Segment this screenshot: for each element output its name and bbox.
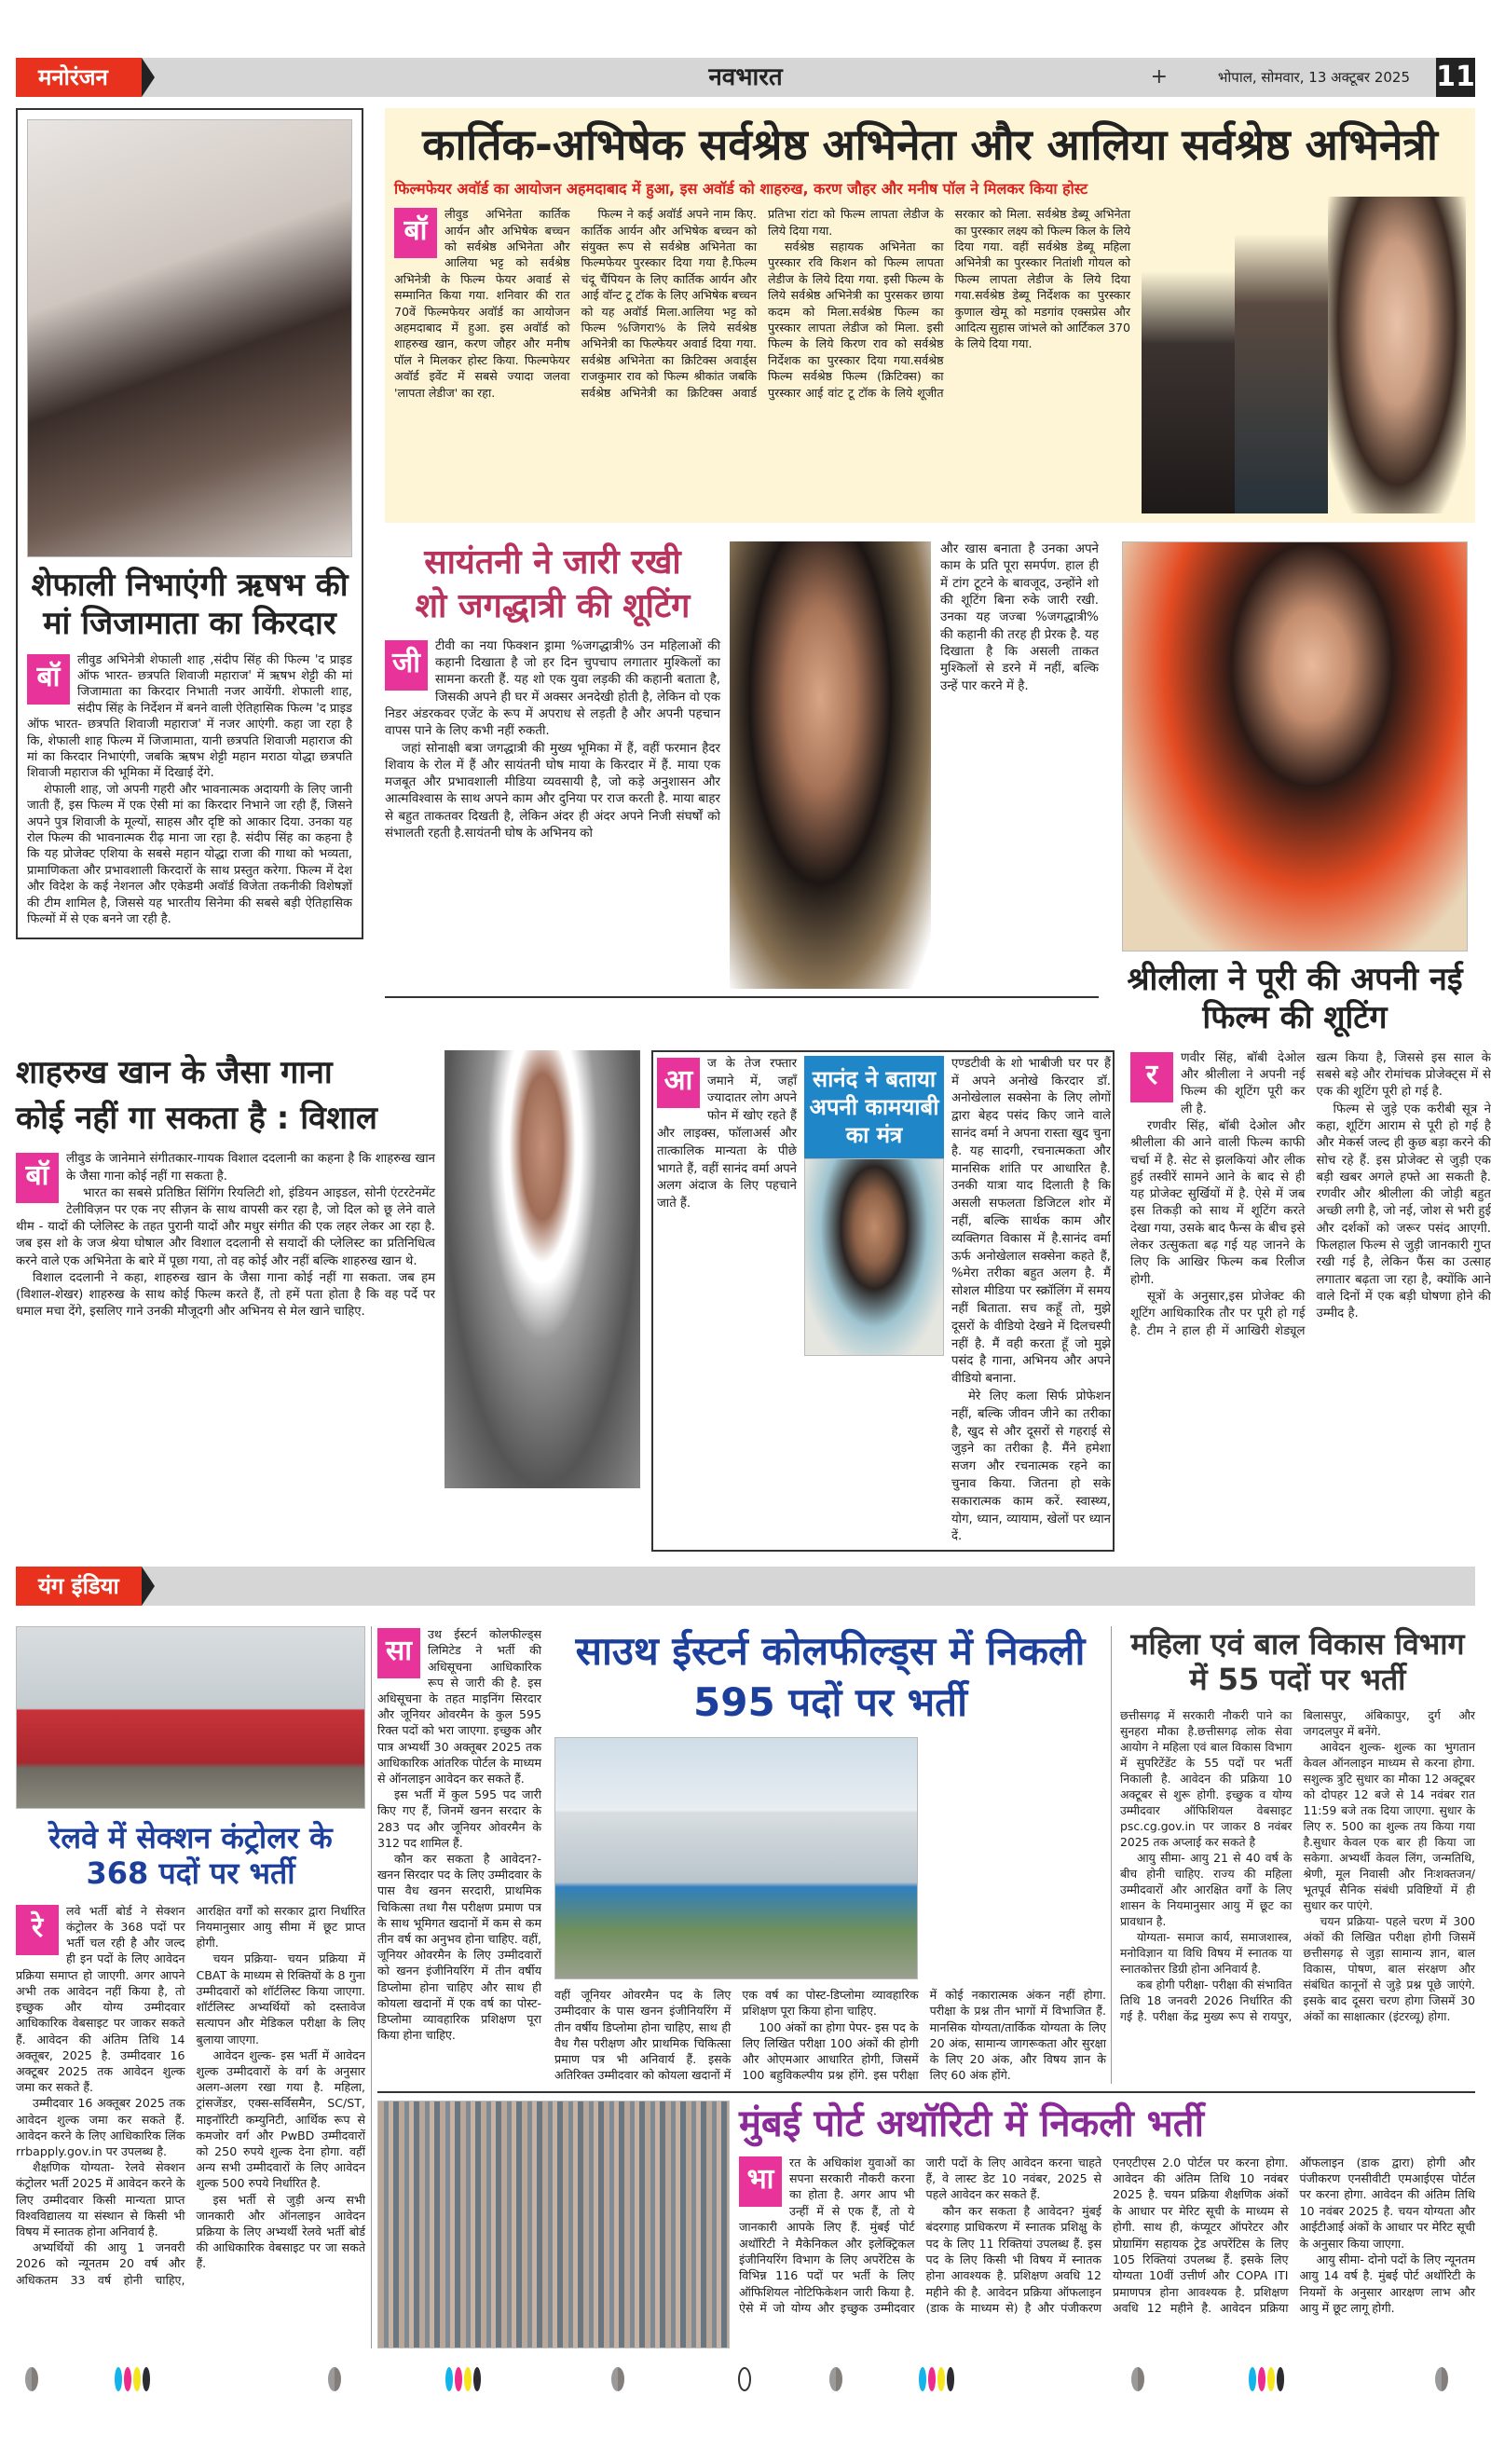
article-body — [377, 1626, 541, 2043]
registration-mark-icon — [829, 2367, 842, 2391]
registration-mark-icon — [937, 2367, 945, 2391]
registration-mark-icon — [947, 2367, 954, 2391]
newspaper-name: नवभारत — [708, 63, 783, 91]
paragraph: लीवुड के जानेमाने संगीतकार-गायक विशाल ददलानी का कहना है कि शाहरुख खान के जैसा गाना कोई नहीं गा सकता है. — [66, 1152, 435, 1184]
paragraph: आवेदन शुल्क- इस भर्ती में आवेदन शुल्क उम्मीदवारों के वर्ग के अनुसार अलग-अलग रखा गया है. महिला, ट्रांसजेंडर, एक्स-सर्विसमैन, SC/ST, माइनॉरिटी कम्युनिटी, आर्थिक रूप से कमजोर वर्ग और PwBD उम्मीदवारों को 250 रुपये शुल्क देना होगा. वहीं अन्य सभी उम्मीदवारों के लिए आवेदन शुल्क 500 रुपये निर्धारित है. — [196, 2047, 365, 2191]
paragraph: इस भर्ती से जुड़ी अन्य सभी जानकारी और ऑनलाइन आवेदन प्रक्रिया के लिए अभ्यर्थी रेलवे भर्ती बोर्ड की आधिकारिक वेबसाइट पर जा सकते हैं. — [196, 2192, 365, 2271]
headline-line: शाहरुख खान के जैसा गाना — [16, 1053, 333, 1091]
paragraph: इस भर्ती में कुल 595 पद जारी किए गए हैं, जिनमें खनन सरदार के 283 पद और जूनियर ओवरमैन के 312 पद शामिल हैं. — [377, 1787, 541, 1850]
article-body-right — [951, 1056, 1111, 1546]
article-text — [554, 1987, 1106, 2083]
article-body — [27, 652, 352, 928]
registration-mark-icon — [611, 2367, 624, 2391]
registration-crosshair-icon — [738, 2367, 751, 2391]
sanand-headline: सानंद ने बताया अपनी कामयाबी का मंत्र — [804, 1056, 944, 1158]
registration-mark-icon — [1435, 2367, 1448, 2391]
dropcap: बॉ — [394, 208, 437, 258]
paragraph: कौन कर सकता है आवेदन?- खनन सिरदार पद के लिए उम्मीदवार के पास वैध खनन सरदारी, प्राथमिक चिकित्सा तथा गैस परीक्षण प्रमाण पत्र के साथ भूमिगत खदानों में कम से कम तीन वर्ष का अनुभव होना चाहिए. वहीं, जूनियर ओवरमैन के लिए उम्मीदवारों को खनन इंजीनियरिंग में तीन वर्षीय डिप्लोमा होना चाहिए और साथ ही कोयला खदानों में एक वर्ष का पोस्ट-डिप्लोमा व्यावहारिक प्रशिक्षण पूरा किया होना चाहिए. — [377, 1851, 541, 2043]
article-mahila — [1116, 1626, 1475, 2024]
headline: महिला एवं बाल विकास विभाग में 55 पदों पर भर्ती — [1130, 1626, 1465, 1698]
kartik-photo — [1235, 234, 1328, 513]
paragraph: मेरे लिए कला सिर्फ प्रोफेशन नहीं, बल्कि जीवन जीने का तरीका है, खुद से और दूसरों से गहराई से जुड़ने का तरीका है. मैंने हमेशा सजग और रचनात्मक रहने का चुनाव किया. जितना हो सके सकारात्मक काम करें. स्वास्थ्य, योग, ध्यान, व्यायाम, खेलों पर ध्यान दें. — [951, 1389, 1111, 1544]
paragraph: विशाल ददलानी ने कहा, शाहरुख खान के जैसा गाना कोई नहीं गा सकता. जब हम (विशाल-शेखर) शाहरुख के साथ कोई फिल्म करते हैं, तो हमें पता होता है कि वह पर्दे पर धमाल मचा देंगे, इसलिए गाने उनकी मौजूदगी और अभिनय से मेल खाने चाहिए. — [16, 1270, 435, 1320]
page-number: 11 — [1436, 58, 1475, 97]
paragraph: शैक्षणिक योग्यता- रेलवे सेक्शन कंट्रोलर भर्ती 2025 में आवेदन करने के लिए उम्मीदवार किसी मान्यता प्राप्त विश्वविद्यालय या संस्थान से किसी भी विषय में स्नातक होना अनिवार्य है. — [16, 2160, 185, 2238]
article-sanand — [651, 1050, 1115, 1552]
article-secl — [377, 1626, 1106, 2083]
section-tag: यंग इंडिया — [16, 1567, 142, 1606]
divider — [377, 2091, 1475, 2093]
sanand-photo — [804, 1158, 944, 1356]
article-shefali — [16, 108, 363, 939]
paragraph: भारत का सबसे प्रतिष्ठित सिंगिंग रियलिटी शो, इंडियन आइडल, सोनी एंटरटेनमेंट टेलीविज़न पर एक नए सीज़न के साथ वापसी कर रहा है, जो दिल को छू लेने वाले थीम - यादों की प्लेलिस्ट के तहत पुरानी यादों और मधुर संगीत की एक लहर लेकर आ रहा है. जब इस शो के जज श्रेया घोषाल और विशाल ददलानी से सयादों की प्लेलिस्ट का प्रतिनिधित्व करने वाले एक अभिनेता के बारे में पूछा गया, तो वह कोई और नहीं बल्कि शाहरुख खान थे. — [16, 1185, 435, 1268]
article-text — [951, 1056, 1111, 1546]
article-vishal — [16, 1050, 640, 1488]
subhead: फिल्मफेयर अवॉर्ड का आयोजन अहमदाबाद में हुआ, इस अवॉर्ड को शाहरुख, करण जौहर और मनीष पॉल ने मिलकर किया होस्ट — [394, 180, 1088, 198]
registration-mark-icon — [328, 2367, 341, 2391]
paragraph: लवे भर्ती बोर्ड ने सेक्शन कंट्रोलर के 368 पदों पर भर्ती चल रही है और जल्द ही इन पदों के लिए आवेदन प्रक्रिया समाप्त हो जाएगी. अगर आपने अभी तक आवेदन नहीं किया है, तो इच्छुक और योग्य उम्मीदवार आधिकारिक वेबसाइट पर जाकर सकते हैं. आवेदन की अंतिम तिथि 14 अक्तूबर, 2025 है. उम्मीदवार 16 अक्टूबर 2025 तक आवेदन शुल्क जमा कर सकते हैं. — [16, 1903, 185, 2095]
section-tag: मनोरंजन — [16, 58, 142, 97]
dropcap: बॉ — [27, 654, 70, 705]
paragraph: ज के तेज रफ्तार जमाने में, जहाँ ज्यादातर लोग अपने फोन में खोए रहते हैं और लाइक्स, फॉलाअर्स और तात्कालिक मान्यता के पीछे भागते हैं, वहीं सानंद वर्मा अपने अलग अंदाज के लिए पहचाने जाते हैं. — [657, 1056, 797, 1211]
dropcap: रे — [16, 1905, 59, 1955]
headline: शेफाली निभाएंगी ऋषभ की मां जिजामाता का किरदार — [31, 567, 349, 642]
paragraph: वहीं जूनियर ओवरमैन पद के लिए उम्मीदवार के पास खनन इंजीनियरिंग में तीन वर्षीय डिप्लोमा होना चाहिए, साथ ही वैध गैस परीक्षण और प्राथमिक चिकित्सा प्रमाण पत्र भी अनिवार्य हैं. इसके अतिरिक्त उम्मीदवार को कोयला खदानों में एक वर्ष का पोस्ट-डिप्लोमा व्यावहारिक प्रशिक्षण पूरा किया होना चाहिए. — [554, 1988, 919, 2083]
paragraph: चयन प्रक्रिया- चयन प्रक्रिया में CBAT के माध्यम से रिक्तियों के 8 गुना उम्मीदवारों को शॉर्टलिस्ट किया जाएगा. शॉर्टलिस्ट अभ्यर्थियों को दस्तावेज सत्यापन और मेडिकल परीक्षा के लिए बुलाया जाएगा. — [196, 1951, 365, 2046]
registration-mark-icon — [1267, 2367, 1275, 2391]
paragraph: कब होगी परीक्षा- परीक्षा की संभावित तिथि 18 जनवरी 2026 निर्धारित की गई है. परीक्षा केंद्र मुख्य रूप से रायपुर, बिलासपुर, अंबिकापुर, दुर्ग और जगदलपुर में बनेंगे. — [1120, 1707, 1475, 2023]
headline: रेलवे में सेक्शन कंट्रोलर के 368 पदों पर भर्ती — [48, 1820, 333, 1892]
headline-line: सायंतनी ने जारी रखी — [424, 543, 681, 582]
registration-mark-icon — [115, 2367, 122, 2391]
article-text — [385, 638, 720, 843]
article-body — [16, 1903, 365, 2288]
section-band-young-india — [16, 1567, 1475, 1606]
article-text — [27, 652, 352, 928]
column-divider — [1111, 1626, 1112, 2083]
column-divider — [371, 1626, 372, 2348]
dropcap: सा — [377, 1628, 420, 1678]
article-text — [16, 1151, 435, 1321]
headline: मुंबई पोर्ट अथॉरिटी में निकली भर्ती — [739, 2101, 1204, 2145]
dropcap: आ — [657, 1058, 700, 1108]
paragraph: लीवुड अभिनेता कार्तिक आर्यन और अभिषेक बच्चन को सर्वश्रेष्ठ अभिनेता और आलिया भट्ट को सर्वश्रेष्ठ अभिनेत्री के फिल्म फेयर अवार्ड से सम्मानित किया गया. शनिवार की रात 70वें फिल्मफेयर अवॉर्ड का आयोजन अहमदाबाद में हुआ. इस अवॉर्ड को शाहरुख खान, करण जौहर और मनीष पॉल ने मिलकर होस्ट किया. फिल्मफेयर अवॉर्ड इवेंट में सबसे ज्यादा जलवा 'लापता लेडीज' का रहा. — [394, 207, 570, 400]
headline-line: शो जगद्धात्री की शूटिंग — [415, 586, 691, 625]
headline: श्रीलीला ने पूरी की अपनी नई फिल्म की शूटिंग — [1127, 961, 1463, 1036]
paragraph: चयन प्रक्रिया- पहले चरण में 300 अंकों की लिखित परीक्षा होगी जिसमें छत्तीसगढ़ से जुड़ा सामान्य ज्ञान, बाल विकास, पोषण, बाल संरक्षण और संबंधित कानूनों से जुड़े प्रश्न पूछे जाएंगे. इसके बाद दूसरा चरण होगा जिसमें 30 अंकों का साक्षात्कार (इंटरव्यू) होगा. — [1303, 1913, 1475, 2023]
article-text — [377, 1626, 541, 2043]
article-railway — [16, 1626, 365, 2288]
article-body — [385, 638, 720, 843]
registration-mark-icon — [133, 2367, 141, 2391]
paragraph: उम्मीदवार 16 अक्तूबर 2025 तक आवेदन शुल्क जमा कर सकते हैं. आवेदन करने के लिए आधिकारिक लिंक rrbapply.gov.in पर उपलब्ध है. — [16, 2096, 185, 2158]
article-text — [940, 541, 1099, 695]
article-body-lower — [554, 1987, 1106, 2083]
article-sayantani — [385, 541, 1099, 998]
paragraph: कौन कर सकता है आवेदन? मुंबई बंदरगाह प्राधिकरण में स्नातक प्रशिक्षु के पद के लिए 11 रिक्तियां उपलब्ध हैं. इस पद के लिए किसी भी विषय में स्नातक होना आवश्यक है. प्रशिक्षण अवधि 12 महीने की है. आवेदन प्रक्रिया ऑफलाइन (डाक के माध्यम से) है और पंजीकरण एनएटीएस 2.0 पोर्टल पर करना होगा. आवेदन की अंतिम तिथि 10 नवंबर 2025 है. चयन प्रक्रिया शैक्षणिक अंकों के आधार पर मेरिट सूची के माध्यम से होगी. साथ ही, कंप्यूटर ऑपरेटर और प्रोग्रामिंग सहायक ट्रेड अपरेंटिस के लिए 105 रिक्तियां उपलब्ध हैं. इसके लिए योग्यता 10वीं उत्तीर्ण और COPA ITI प्रमाणपत्र होना आवश्यक है. प्रशिक्षण अवधि 12 महीने है. आवेदन प्रक्रिया ऑफलाइन (डाक द्वारा) होगी और पंजीकरण एनसीवीटी एमआईएस पोर्टल पर करना होगा. आवेदन की अंतिम तिथि 10 नवंबर 2025 है. चयन योग्यता और आईटीआई अंकों के आधार पर मेरिट सूची के अनुसार किया जाएगा. — [925, 2155, 1475, 2316]
headline — [385, 541, 720, 629]
paragraph: आवेदन शुल्क- शुल्क का भुगतान केवल ऑनलाइन माध्यम से करना होगा. सशुल्क त्रुटि सुधार का मौका 12 अक्टूबर को दोपहर 12 बजे से 14 नवंबर रात 11:59 बजे तक दिया जाएगा. सुधार के लिए रु. 500 का शुल्क तय किया गया है.सुधार केवल एक बार ही किया जा सकेगा. अभ्यर्थी केवल लिंग, जन्मतिथि, श्रेणी, मूल निवासी और निःशक्तजन/भूतपूर्व सैनिक संबंधी प्रविष्टियों में ही सुधार कर पाएंगे. — [1303, 1739, 1475, 1912]
paragraph: आयु सीमा- आयु 21 से 40 वर्ष के बीच होनी चाहिए. राज्य की महिला उम्मीदवारों और आरक्षित वर्गों के लिए शासन के नियमानुसार आयु में छूट का प्रावधान है. — [1120, 1850, 1293, 1928]
dropcap: र — [1130, 1052, 1173, 1102]
registration-mark-icon — [124, 2367, 131, 2391]
paragraph: सर्वश्रेष्ठ सहायक अभिनेता का पुरस्कार रवि किशन को फिल्म लापता लेडीज के लिये दिया गया. इसी फिल्म के लिये सर्वश्रेष्ठ अभिनेत्री का पुरसकर छाया कदम को मिला.सर्वश्रेष्ठ फिल्म का पुरस्कार लापता लेडीज को मिला. इसी फिल्म के लिये किरण राव को सर्वश्रेष्ठ निर्देशक का पुरस्कार दिया गया.सर्वश्रेष्ठ फिल्म सर्वश्रेष्ठ फिल्म (क्रिटिक्स) का पुरस्कार आई वांट टू टॉक के लिये शूजीत सरकार को मिला. सर्वश्रेष्ठ डेब्यू अभिनेता का पुरस्कार लक्ष्य को फिल्म किल के लिये दिया गया. वहीं सर्वश्रेष्ठ डेब्यू महिला अभिनेत्री का पुरस्कार नितांशी गोयल को फिल्म लापता लेडीज के लिये दिया गया.सर्वश्रेष्ठ डेब्यू निर्देशक का पुरस्कार कुणाल खेमू को मडगांव एक्सप्रेस और आदित्य सुहास जांभले को आर्टिकल 370 के लिये दिया गया. — [768, 207, 1130, 400]
article-mumbai — [377, 2101, 1475, 2348]
paragraph: आयु सीमा- दोनो पदों के लिए न्यूनतम आयु 14 वर्ष है. मुंबई पोर्ट अथॉरिटी के नियमों के अनुसार आरक्षण लाभ और आयु में छूट लागू होगी. — [1299, 2252, 1475, 2316]
paragraph: फिल्म ने कई अवॉर्ड अपने नाम किए. कार्तिक आर्यन और अभिषेक बच्चन को संयुक्त रूप से सर्वश्रेष्ठ अभिनेता का फिल्मफेयर पुरस्कार दिया गया है.फिल्म चंदू चैंपियन के लिए कार्तिक आर्यन और आई वॉन्ट टू टॉक के लिए अभिषेक बच्चन को यह अवॉर्ड मिला.आलिया भट्ट को फिल्म %जिगरा% के लिये सर्वश्रेष्ठ अभिनेत्री का फिल्फेयर अवार्ड दिया गया. सर्वश्रेष्ठ अभिनेता का क्रिटिक्स अवार्ड्स राजकुमार राव को फिल्म श्रीकांत जबकि सर्वश्रेष्ठ अभिनेत्री का क्रिटिक्स अवार्ड प्रतिभा रांटा को फिल्म लापता लेडीज के लिये दिया गया. — [581, 207, 944, 400]
dropcap: बॉ — [16, 1153, 59, 1203]
registration-mark-icon — [928, 2367, 936, 2391]
paragraph: अभ्यर्थियों की आयु 1 जनवरी 2026 को न्यूनतम 20 वर्ष और अधिकतम 33 वर्ष होनी चाहिए, आरक्षित वर्गों को सरकार द्वारा निर्धारित नियमानुसार आयु सीमा में छूट प्राप्त होगी. — [16, 1903, 365, 2287]
registration-mark-icon — [473, 2367, 481, 2391]
sreeleela-photo — [1122, 541, 1468, 951]
registration-mark-icon — [1277, 2367, 1284, 2391]
paragraph: उथ ईस्टर्न कोलफील्ड्स लिमिटेड ने भर्ती की अधिसूचना आधिकारिक रूप से जारी की है. इस अधिसूचना के तहत माइनिंग सिरदार और जूनियर ओवरमैन के कुल 595 रिक्त पदों को भरा जाएगा. इच्छुक और पात्र अभ्यर्थी 30 अक्तूबर 2025 तक आधिकारिक आंतरिक पोर्टल के माध्यम से ऑनलाइन आवेदन कर सकते हैं. — [377, 1627, 541, 1786]
paragraph: छत्तीसगढ़ में सरकारी नौकरी पाने का सुनहरा मौका है.छत्तीसगढ़ लोक सेवा आयोग ने महिला एवं बाल विकास विभाग में सुपरिटेंडेंट के 55 पदों पर भर्ती निकाली है. आवेदन की प्रक्रिया 10 अक्टूबर से शुरू होगी. इच्छुक व योग्य उम्मीदवार ऑफिशियल वेबसाइट psc.cg.gov.in पर जाकर 8 नवंबर 2025 तक अप्लाई कर सकते है — [1120, 1707, 1293, 1849]
port-containers-photo — [377, 2101, 730, 2348]
article-text — [1120, 1707, 1475, 2024]
paragraph: 100 अंकों का होगा पेपर- इस पद के लिए लिखित परीक्षा 100 अंकों की होगी और ओएमआर आधारित होगी, जिसमें 100 बहुविकल्पीय प्रश्न होंगे. इस परीक्षा में कोई नकारात्मक अंकन नहीं होगा. परीक्षा के प्रश्न तीन भागों में विभाजित हैं. मानसिक योग्यता/तार्किक योग्यता के लिए 20 अंक, सामान्य जागरूकता और सुरक्षा के लिए 20 अंक, और विषय ज्ञान के लिए 60 अंक होंगे. — [742, 1988, 1106, 2083]
paragraph: फिल्म से जुड़े एक करीबी सूत्र ने कहा, शूटिंग आराम से पूरी हो गई है और मेकर्स जल्द ही कुछ बड़ा करने की सोच रहे हैं. इस प्रोजेक्ट से जुड़ी एक बड़ी खबर अगले हफ्ते आ सकती है. रणवीर और श्रीलीला की जोड़ी बहुत अच्छी लगी है, जो नई, जोश से भरी हुई और दर्शकों को जरूर पसंद आएगी. फिलहाल फिल्म से जुड़ी जानकारी गुप्त रखी गई है, लेकिन फैंस का उत्साह लगातार बढ़ता जा रहा है, क्योंकि आने वाले दिनों में एक बड़ी घोषणा होने की उम्मीद है. — [1316, 1102, 1491, 1321]
abhishek-photo — [1142, 271, 1235, 513]
paragraph: शेफाली शाह, जो अपनी गहरी और भावनात्मक अदायगी के लिए जानी जाती हैं, इस फिल्म में एक ऐसी मां का किरदार निभाने जा रही हैं, जिसने अपने पुत्र शिवाजी के मूल्यों, साहस और दृष्टि को आकार दिया. उनका यह रोल फिल्म की भावनात्मक रीढ़ माना जा रहा है. संदीप सिंह का कहना है कि यह प्रोजेक्ट एशिया के सबसे महान योद्धा राजा की गाथा को भव्यता, प्रामाणिकता और प्रभावशाली किरदारों के साथ प्रस्तुत करेगा. फिल्म में देश और विदेश के कई नेशनल और एकेडमी अवॉर्ड विजेता तकनीकी विशेषज्ञों की टीम शामिल है, जिससे यह भारतीय सिनेमा की सबसे बड़ी ऐतिहासिक फिल्मों में से एक बनने जा रही है. — [27, 782, 352, 927]
registration-mark-icon — [1249, 2367, 1256, 2391]
paragraph: णवीर सिंह, बॉबी देओल और श्रीलीला ने अपनी नई फिल्म की शूटिंग पूरी कर ली है. — [1181, 1050, 1306, 1116]
train-photo — [16, 1626, 365, 1809]
paragraph: रणवीर सिंह, बॉबी देओल और श्रीलीला की आने वाली फिल्म काफी चर्चा में है. सेट से झलकियां और लीक हुई तस्वीरें सामने आने के बाद से ही यह प्रोजेक्ट सुर्खियों में है. ऐसे में जब इस तिकड़ी को साथ में शूटिंग करते देखा गया, उसके बाद फैन्स के बीच इसे लेकर उत्सुकता बढ़ गई यह जानने के लिए कि आखिर फिल्म कब रिलीज होगी. — [1130, 1118, 1306, 1287]
paragraph: योग्यता- समाज कार्य, समाजशास्त्र, मनोविज्ञान या विधि विषय में स्नातक या स्नातकोत्तर डिग्री होना अनिवार्य है. — [1120, 1929, 1293, 1976]
paragraph: जहां सोनाक्षी बत्रा जगद्धात्री की मुख्य भूमिका में हैं, वहीं फरमान हैदर शिवाय के रोल में हैं और सायंतनी घोष माया के किरदार में हैं. माया एक मजबूत और प्रभावशाली मीडिया व्यवसायी है, जो कड़े अनुशासन और आत्मविश्वास के साथ अपने काम और दुनिया पर राज करती है. माया बाहर से बहुत ताकतवर दिखती है, लेकिन अंदर ही अंदर अपने निजी संघर्षों को संभालती रहती है.सायंतनी घोष के अभिनय को — [385, 741, 720, 842]
article-text — [16, 1903, 365, 2288]
dropcap: भा — [739, 2156, 782, 2207]
registration-mark-icon — [1258, 2367, 1265, 2391]
dateline: भोपाल, सोमवार, 13 अक्टूबर 2025 — [1217, 69, 1410, 86]
paragraph: और खास बनाता है उनका अपने काम के प्रति पूरा समर्पण. हाल ही में टांग टूटने के बावजूद, उन्होंने शो की शूटिंग बिना रुके जारी रखी. उनका यह जज्बा %जगद्धात्री% की कहानी की तरह ही प्रेरक है. यह दिखाता है कि असली ताकत मुश्किलों से डरने में नहीं, बल्कि उन्हें पार करने में है. — [940, 542, 1099, 693]
paragraph: लीवुड अभिनेत्री शेफाली शाह ,संदीप सिंह की फिल्म 'द प्राइड ऑफ भारत- छत्रपति शिवाजी महाराज' में ऋषभ शेट्टी की मां जिजामाता का किरदार निभाती नजर आयेंगी. शेफाली शाह, संदीप सिंह के निर्देशन में बनने वाली ऐतिहासिक फिल्म 'द प्राइड ऑफ भारत- छत्रपति शिवाजी महाराज' में नजर आएंगी. कहा जा रहा है कि, शेफाली शाह फिल्म में जिजामाता, यानी छत्रपति शिवाजी महाराज की मां का किरदार निभाएंगी, जबकि ऋषभ शेट्टी महान मराठा योद्धा छत्रपति शिवाजी महाराज की भूमिका में दिखाई देंगे. — [27, 652, 352, 781]
article-filmfare — [385, 108, 1475, 523]
registration-mark-icon — [25, 2367, 38, 2391]
article-body — [1120, 1707, 1475, 2024]
print-registration-marks — [16, 2361, 1475, 2399]
registration-mark-icon — [464, 2367, 472, 2391]
article-sreeleela-body — [1130, 1050, 1491, 1340]
article-text — [394, 206, 1130, 401]
registration-mark-icon — [919, 2367, 926, 2391]
article-body — [739, 2155, 1475, 2317]
article-body-left — [657, 1056, 797, 1213]
registration-mark-icon — [445, 2367, 453, 2391]
article-text — [739, 2155, 1475, 2317]
headline: कार्तिक-अभिषेक सर्वश्रेष्ठ अभिनेता और आलिया सर्वश्रेष्ठ अभिनेत्री — [422, 119, 1438, 170]
paragraph: टीवी का नया फिक्शन ड्रामा %जगद्धात्री% उन महिलाओं की कहानी दिखाता है जो हर दिन चुपचाप लगातार मुश्किलों का सामना करती हैं. यह शो एक युवा लड़की की कहानी बताता है, जिसकी अपने ही घर में अक्सर अनदेखी होती है, लेकिन वो एक निडर अंडरकवर एजेंट के रूप में अपराध से लड़ती है और अपनी पहचान वापस पाने के लिए कभी नहीं रुकती. — [385, 638, 720, 739]
dropcap: जी — [385, 640, 428, 691]
sayantani-photo — [730, 541, 931, 989]
alia-photo — [1328, 197, 1466, 513]
paragraph: एण्डटीवी के शो भाबीजी घर पर हैं में अपने अनोखे किरदार डॉ. अनोखेलाल सक्सेना के लिए लोगों द्वारा बेहद पसंद किए जाने वाले सानंद वर्मा ने अपना रास्ता खुद चुना है. यह सादगी, रचनात्मकता और मानसिक शांति पर आधारित है. उनकी यात्रा याद दिलाती है कि असली सफलता डिजिटल शोर में नहीं, बल्कि सार्थक काम और व्यक्तिगत विकास में है.सानंद वर्मा ऊर्फ अनोखेलाल सक्सेना कहते हैं, %मेरा तरीका बहुत अलग है. मैं सोशल मीडिया पर स्क्रॉलिंग में समय नहीं बिताता. सच कहूँ तो, मुझे दूसरों के वीडियो देखने में दिलचस्पी नहीं है. मैं वही करता हूँ जो मुझे पसंद है गाना, अभिनय और अपने वीडियो बनाना. — [951, 1056, 1111, 1387]
headline-line: कोई नहीं गा सकता है : विशाल — [16, 1100, 377, 1138]
headline — [16, 1050, 435, 1143]
registration-mark-icon — [455, 2367, 462, 2391]
registration-mark-icon — [1131, 2367, 1144, 2391]
secl-building-photo — [554, 1737, 918, 1979]
headline: साउथ ईस्टर्न कोलफील्ड्स में निकली 595 पदों पर भर्ती — [575, 1628, 1086, 1725]
article-text — [1130, 1050, 1491, 1340]
paragraph: रत के अधिकांश युवाओं का सपना सरकारी नौकरी करना का होता है. अगर आप भी उन्हीं में से एक हैं, तो ये जानकारी आपके लिए हैं. मुंबई पोर्ट अथॉरिटी ने मैकेनिकल और इलेक्ट्रिकल इंजीनियरिंग विभाग के लिए अपरेंटिस के विभिन्न 116 पदों पर भर्ती के लिए ऑफिशियल नोटिफिकेशन जारी किया है. ऐसे में जो योग्य और इच्छुक उम्मीदवार जारी पदों के लिए आवेदन करना चाहते हैं, वे लास्ट डेट 10 नवंबर, 2025 से पहले आवेदन कर सकते हैं. — [739, 2155, 1101, 2316]
article-body — [394, 206, 1130, 401]
article-body — [16, 1151, 435, 1321]
vishal-photo — [445, 1050, 640, 1488]
page-header — [16, 58, 1475, 97]
registration-mark-icon — [143, 2367, 150, 2391]
shefali-photo — [27, 119, 352, 557]
article-sreeleela — [1115, 541, 1475, 1037]
registration-mark-icon: + — [1150, 65, 1168, 89]
article-side-body — [940, 541, 1099, 695]
paragraph: सूत्रों के अनुसार,इस प्रोजेक्ट की शूटिंग आधिकारिक तौर पर पूरी हो गई है. टीम ने हाल ही में आखिरी शेड्यूल खत्म किया है, जिससे इस साल के सबसे बड़े और रोमांचक प्रोजेक्ट्स में से एक की शूटिंग पूरी हो गई है. — [1130, 1050, 1491, 1338]
